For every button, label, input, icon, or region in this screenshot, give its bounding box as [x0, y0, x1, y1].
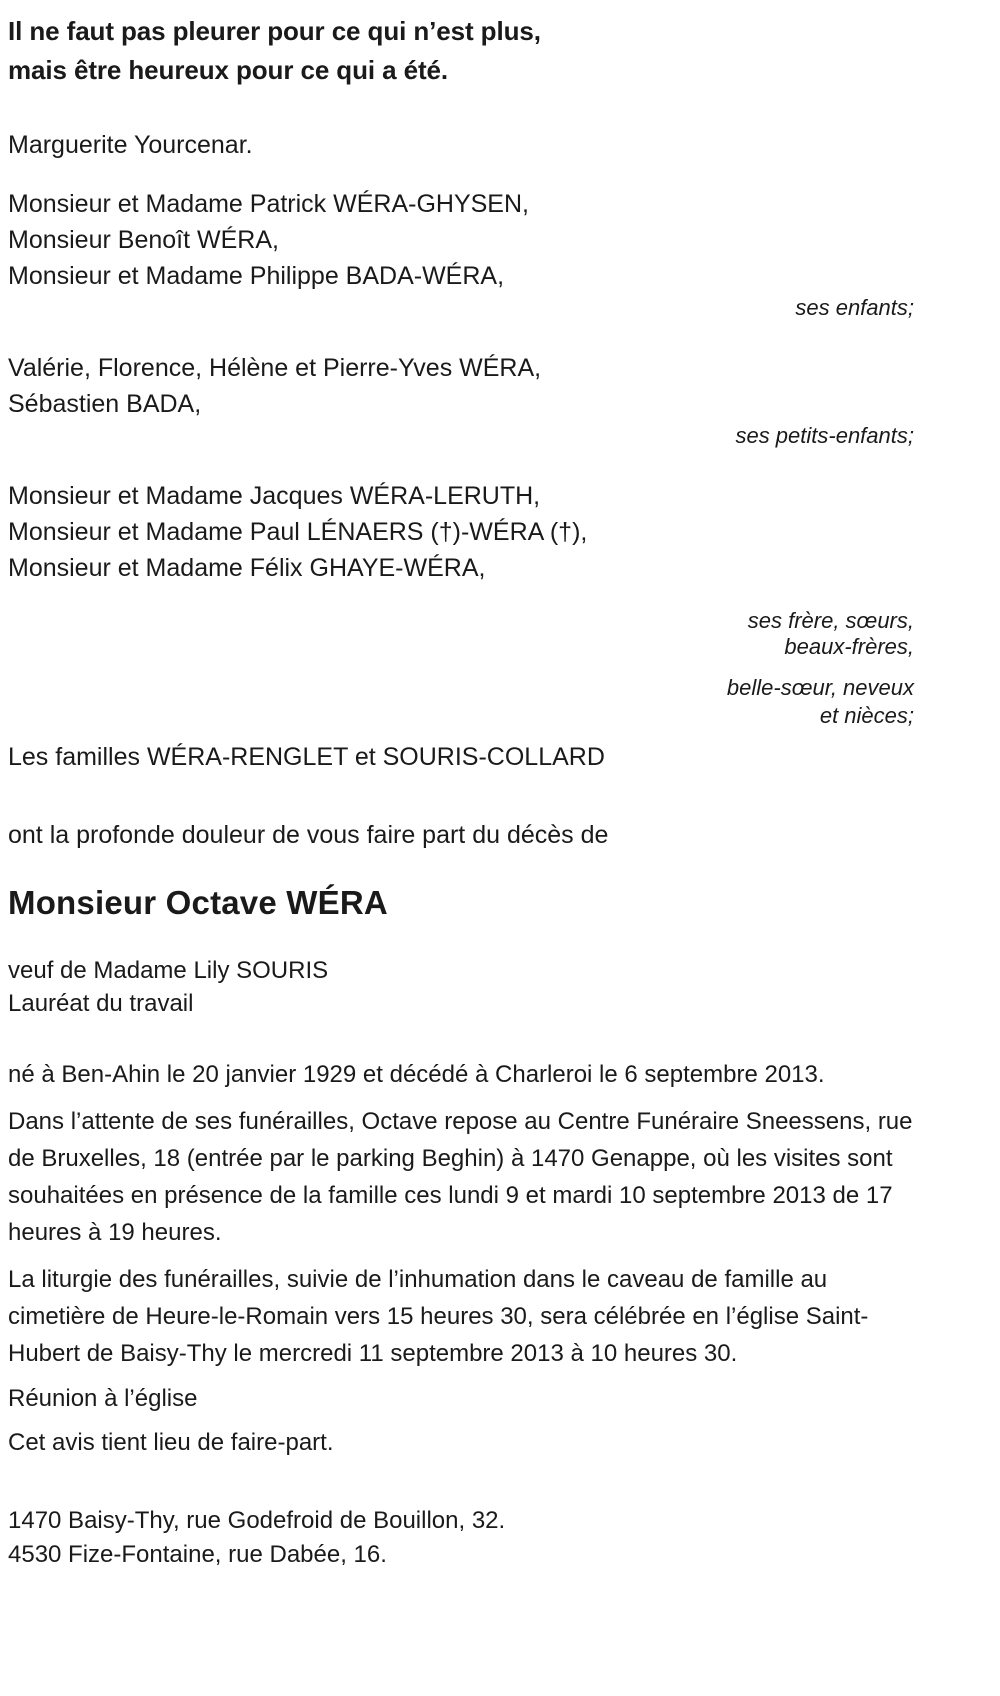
grandchildren-names-group [8, 336, 992, 422]
birth-death-paragraph: né à Ben-Ahin le 20 janvier 1929 et décédé à Charleroi le 6 septembre 2013. [8, 1061, 825, 1088]
addresses-block [8, 1504, 992, 1572]
list-item: Monsieur et Madame Félix GHAYE-WÉRA, [8, 554, 486, 582]
role-label-grandchildren [8, 422, 992, 450]
list-item: Monsieur et Madame Jacques WÉRA-LERUTH, [8, 482, 541, 510]
announcement-intro: ont la profonde douleur de vous faire part du décès de [8, 821, 609, 849]
role-line: belle-sœur, neveux [726, 675, 914, 700]
role-line: beaux-frères, [784, 634, 914, 659]
siblings-names-group [8, 464, 992, 586]
role-label-siblings-part1 [8, 608, 992, 660]
wake-paragraph: Dans l’attente de ses funérailles, Octave repose au Centre Funéraire Sneessens, rue de Bruxelles, 18 (entrée par le parking Beghin) à 1470 Genappe, où les visites sont souhaitées en présence de la famille ces lundi 9 et mardi 10 septembre 2013 de 17 heures à 19 heures. [8, 1108, 913, 1246]
list-item: Valérie, Florence, Hélène et Pierre-Yves WÉRA, [8, 354, 542, 382]
notice-line: Cet avis tient lieu de faire-part. [8, 1429, 334, 1456]
role-line: et nièces; [819, 703, 914, 728]
children-names-group [8, 172, 992, 294]
role-line: ses enfants; [795, 295, 914, 320]
liturgy-paragraph: La liturgie des funérailles, suivie de l’inhumation dans le caveau de famille au cimetière de Heure-le-Romain vers 15 heures 30, sera célébrée en l’église Saint-Hubert de Baisy-Thy le mercredi 11 septembre 2013 à 10 heures 30. [8, 1266, 869, 1367]
list-item: Sébastien BADA, [8, 390, 202, 418]
quote-attribution: Marguerite Yourcenar. [8, 131, 253, 159]
opening-quote [8, 0, 992, 90]
meeting-line: Réunion à l’église [8, 1385, 198, 1412]
role-label-children [8, 294, 992, 322]
address-line-2: 4530 Fize-Fontaine, rue Dabée, 16. [8, 1541, 387, 1568]
role-line: ses frère, sœurs, [747, 608, 914, 633]
deceased-details [8, 954, 992, 1020]
role-label-siblings-part2 [8, 674, 992, 730]
list-item: Monsieur Benoît WÉRA, [8, 226, 279, 254]
role-line: ses petits-enfants; [735, 423, 914, 448]
list-item: Monsieur et Madame Patrick WÉRA-GHYSEN, [8, 190, 529, 218]
honour-line: Lauréat du travail [8, 990, 194, 1017]
spouse-line: veuf de Madame Lily SOURIS [8, 957, 329, 984]
list-item: Monsieur et Madame Philippe BADA-WÉRA, [8, 262, 505, 290]
list-item: Monsieur et Madame Paul LÉNAERS (†)-WÉRA (†), [8, 518, 588, 546]
quote-line-2: mais être heureux pour ce qui a été. [8, 55, 448, 85]
deceased-name: Monsieur Octave WÉRA [8, 884, 388, 921]
quote-line-1: Il ne faut pas pleurer pour ce qui n’est plus, [8, 16, 541, 46]
address-line-1: 1470 Baisy-Thy, rue Godefroid de Bouillon, 32. [8, 1507, 506, 1534]
families-line: Les familles WÉRA-RENGLET et SOURIS-COLLARD [8, 743, 605, 771]
